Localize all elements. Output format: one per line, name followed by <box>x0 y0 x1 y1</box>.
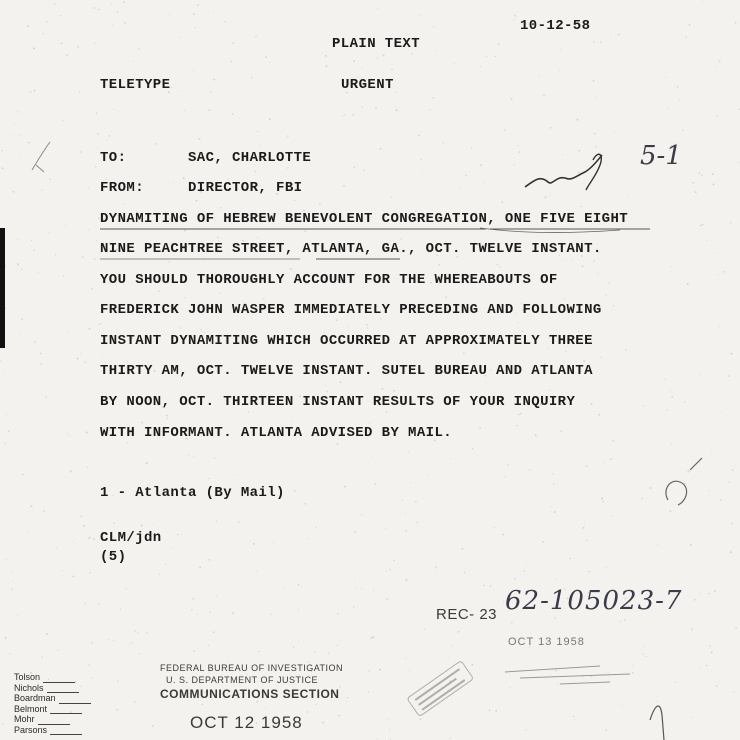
body-line: WITH INFORMANT. ATLANTA ADVISED BY MAIL. <box>100 425 453 441</box>
body-line: DYNAMITING OF HEBREW BENEVOLENT CONGREGATION, ONE FIVE EIGHT <box>100 211 629 227</box>
fbi-stamp-line2: U. S. DEPARTMENT OF JUSTICE <box>166 675 319 685</box>
from-label: FROM: <box>100 180 145 196</box>
body-line: YOU SHOULD THOROUGHLY ACCOUNT FOR THE WHEREABOUTS OF <box>100 272 558 288</box>
routing-item: Belmont <box>14 704 91 715</box>
body-line: THIRTY AM, OCT. TWELVE INSTANT. SUTEL BUREAU AND ATLANTA <box>100 363 593 379</box>
plain-text-heading: PLAIN TEXT <box>332 36 421 52</box>
document-date: 10-12-58 <box>520 18 591 34</box>
received-date-stamp: OCT 13 1958 <box>508 636 585 648</box>
routing-item: Nichols <box>14 683 91 694</box>
body-line: BY NOON, OCT. THIRTEEN INSTANT RESULTS OF YOUR INQUIRY <box>100 394 576 410</box>
typist-initials: CLM/jdn <box>100 530 162 546</box>
to-value: SAC, CHARLOTTE <box>188 150 312 166</box>
fbi-stamp-line1: FEDERAL BUREAU OF INVESTIGATION <box>160 663 344 673</box>
routing-item: Parsons <box>14 725 91 736</box>
cc-line: 1 - Atlanta (By Mail) <box>100 485 285 501</box>
teletype-label: TELETYPE <box>100 77 171 93</box>
handwritten-serial-mark: 5-1 <box>640 141 682 171</box>
to-label: TO: <box>100 150 127 166</box>
routing-item: Boardman <box>14 693 91 704</box>
routing-item: Mohr <box>14 714 91 725</box>
routing-list <box>14 672 91 735</box>
copies-count: (5) <box>100 549 127 565</box>
routing-item: Tolson <box>14 672 91 683</box>
handwritten-file-number: 62-105023-7 <box>505 586 683 616</box>
rec-stamp: REC- 23 <box>436 606 498 623</box>
body-line: NINE PEACHTREE STREET, ATLANTA, GA., OCT. TWELVE INSTANT. <box>100 241 602 257</box>
fbi-stamp-line3: COMMUNICATIONS SECTION <box>160 687 340 701</box>
body-line: INSTANT DYNAMITING WHICH OCCURRED AT APPROXIMATELY THREE <box>100 333 593 349</box>
fbi-stamp-date: OCT 12 1958 <box>190 713 303 732</box>
from-value: DIRECTOR, FBI <box>188 180 303 196</box>
body-line: FREDERICK JOHN WASPER IMMEDIATELY PRECEDING AND FOLLOWING <box>100 302 602 318</box>
urgent-label: URGENT <box>341 77 394 93</box>
